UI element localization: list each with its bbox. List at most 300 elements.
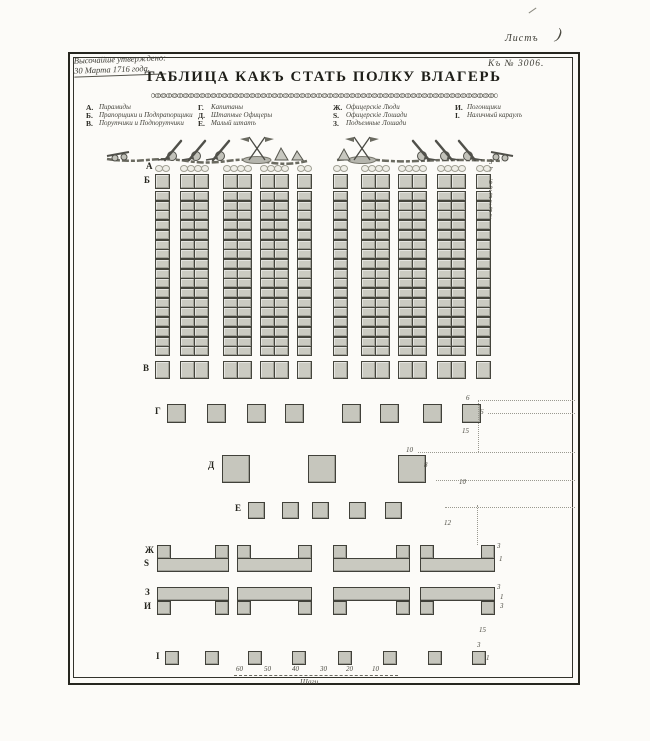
cannon-icons-right — [413, 141, 482, 161]
tent — [437, 249, 452, 259]
staff-officers-row-square — [308, 455, 336, 483]
tent — [237, 210, 252, 220]
tent — [476, 269, 491, 279]
measurement-number: 1 — [486, 654, 490, 662]
tent — [223, 259, 238, 269]
tent — [437, 278, 452, 288]
row-letter-I: I — [156, 651, 160, 661]
tent — [398, 288, 413, 298]
tent — [274, 174, 289, 189]
tent — [297, 201, 312, 211]
pyramid-circle — [419, 165, 427, 172]
tent — [375, 278, 390, 288]
tent — [223, 174, 238, 189]
guide-line — [445, 507, 575, 508]
tent — [223, 288, 238, 298]
tent — [237, 337, 252, 347]
tent — [180, 220, 195, 230]
tent — [451, 210, 466, 220]
tent — [194, 210, 209, 220]
tent — [333, 249, 348, 259]
tent — [237, 201, 252, 211]
row-letter-Е: Е — [235, 503, 242, 513]
tent — [398, 259, 413, 269]
legend-label-3-1: Наличный караулъ — [467, 111, 523, 119]
legend-label-2-2: Подъемные Лошади — [346, 119, 407, 127]
tent — [297, 361, 312, 379]
tent — [155, 269, 170, 279]
pen-mark — [529, 8, 537, 14]
legend-key-S: S. — [333, 111, 340, 120]
scale-number: 10 — [372, 665, 379, 673]
tent — [333, 278, 348, 288]
tent — [237, 240, 252, 250]
tent — [180, 174, 195, 189]
guard-row-square — [165, 651, 179, 665]
tent — [333, 240, 348, 250]
guide-line — [418, 452, 575, 453]
staff-officers-row-square — [222, 455, 250, 483]
tent — [274, 191, 289, 201]
tent — [155, 361, 170, 379]
tent — [476, 249, 491, 259]
tent — [437, 240, 452, 250]
tent — [451, 307, 466, 317]
legend-label-1-0: Капитаны — [211, 103, 244, 111]
tent — [476, 230, 491, 240]
measurement-number: 1 — [500, 593, 504, 601]
tent — [180, 210, 195, 220]
pyramid-circle — [162, 165, 170, 172]
approval-line-1: Высочайше утверждено: — [73, 52, 167, 66]
tent — [398, 337, 413, 347]
tent — [361, 361, 376, 379]
tent — [180, 337, 195, 347]
legend-key-З: З. — [333, 119, 339, 128]
tent — [412, 307, 427, 317]
crossed-flags-icon-right — [338, 137, 379, 164]
tent — [297, 288, 312, 298]
officer-horses-bar — [237, 558, 312, 572]
servants-square — [237, 545, 251, 559]
tent — [451, 317, 466, 327]
tent — [155, 317, 170, 327]
servants-square — [481, 545, 495, 559]
legend-key-А: А. — [86, 103, 94, 112]
tent — [361, 191, 376, 201]
tent — [361, 337, 376, 347]
tent — [476, 288, 491, 298]
tent — [194, 269, 209, 279]
tent — [398, 317, 413, 327]
tent — [333, 230, 348, 240]
tent — [297, 278, 312, 288]
tent — [375, 269, 390, 279]
legend-key-Б: Б. — [86, 111, 93, 120]
row-letter-В: В — [143, 363, 150, 373]
tent — [412, 191, 427, 201]
tent — [398, 269, 413, 279]
tent — [375, 210, 390, 220]
guard-row-square — [472, 651, 486, 665]
tent — [180, 230, 195, 240]
tent — [155, 240, 170, 250]
tent — [437, 201, 452, 211]
tent — [274, 361, 289, 379]
drivers-square — [157, 601, 171, 615]
tent — [194, 346, 209, 356]
tent — [412, 249, 427, 259]
tent — [375, 201, 390, 211]
tent — [451, 174, 466, 189]
tent — [237, 346, 252, 356]
tent — [333, 201, 348, 211]
tent — [412, 337, 427, 347]
tent — [361, 240, 376, 250]
guard-row-square — [383, 651, 397, 665]
tent — [155, 220, 170, 230]
servants-square — [420, 545, 434, 559]
drivers-square — [420, 601, 434, 615]
row-letter-И: И — [144, 601, 152, 611]
pack-horses-bar — [157, 587, 229, 601]
tent — [274, 230, 289, 240]
tent — [333, 269, 348, 279]
tent — [375, 191, 390, 201]
legend-label-1-1: Штапные Офицеры — [211, 111, 273, 119]
drivers-square — [396, 601, 410, 615]
tent — [223, 249, 238, 259]
tent — [333, 307, 348, 317]
measurement-number: 15 — [462, 427, 469, 435]
tent — [361, 269, 376, 279]
tent — [260, 230, 275, 240]
tent — [297, 230, 312, 240]
tent — [274, 259, 289, 269]
row-letter-Б: Б — [144, 175, 150, 185]
tent — [260, 249, 275, 259]
tent — [476, 220, 491, 230]
tent — [297, 307, 312, 317]
pyramid-circle — [304, 165, 312, 172]
tent — [274, 337, 289, 347]
pyramid-circle — [458, 165, 466, 172]
captains-row-square — [380, 404, 399, 423]
tent — [274, 249, 289, 259]
tent — [237, 174, 252, 189]
tent — [297, 346, 312, 356]
tent — [361, 174, 376, 189]
tent — [155, 249, 170, 259]
tent — [437, 337, 452, 347]
legend-label-2-1: Офицерскіе Лошади — [346, 111, 408, 119]
servants-square — [215, 545, 229, 559]
tent — [398, 174, 413, 189]
officer-horses-bar — [157, 558, 229, 572]
servants-square — [298, 545, 312, 559]
tent — [260, 220, 275, 230]
row-letter-Г: Г — [155, 406, 161, 416]
scale-label: Шаги — [300, 677, 319, 686]
tent — [437, 288, 452, 298]
drivers-square — [237, 601, 251, 615]
small-staff-row-square — [312, 502, 329, 519]
tent — [237, 220, 252, 230]
scale-number: 50 — [264, 665, 271, 673]
legend-label-2-0: Офицерскіе Люди — [346, 103, 400, 111]
drivers-square — [298, 601, 312, 615]
tent — [375, 288, 390, 298]
tent — [437, 259, 452, 269]
captains-row-square — [247, 404, 266, 423]
tent — [223, 327, 238, 337]
tent — [180, 346, 195, 356]
tent — [237, 230, 252, 240]
crossed-flags-icon-left — [240, 137, 274, 164]
legend-key-I: I. — [455, 111, 460, 120]
tent — [260, 327, 275, 337]
tent — [398, 307, 413, 317]
plate-reference-number: Къ № 3006. — [488, 59, 545, 69]
tent — [260, 278, 275, 288]
tent — [451, 259, 466, 269]
tent — [155, 201, 170, 211]
tent — [398, 361, 413, 379]
tent — [476, 259, 491, 269]
tent — [180, 249, 195, 259]
chain-ornament-icon: ∞∞∞∞∞∞∞∞∞∞∞∞∞∞∞∞∞∞∞∞∞∞∞∞∞∞∞∞∞∞∞∞∞∞∞∞∞∞∞∞∞∞∞∞∞∞∞∞∞∞∞∞∞∞∞∞∞∞∞∞∞∞ — [150, 88, 496, 102]
tent — [476, 278, 491, 288]
tent — [333, 191, 348, 201]
tent — [451, 288, 466, 298]
measurement-number: 6 — [489, 178, 493, 186]
tent — [155, 337, 170, 347]
tent — [180, 269, 195, 279]
tent — [194, 361, 209, 379]
measurement-number: 1 — [489, 199, 493, 207]
tent — [260, 307, 275, 317]
legend-key-И: И. — [455, 103, 463, 112]
measurement-number: 3 — [500, 602, 504, 610]
tent — [237, 327, 252, 337]
tent — [375, 174, 390, 189]
small-staff-row-square — [248, 502, 265, 519]
tent — [437, 191, 452, 201]
tent — [375, 240, 390, 250]
tent — [476, 346, 491, 356]
tent — [194, 249, 209, 259]
tent — [361, 346, 376, 356]
tent — [361, 201, 376, 211]
tent — [194, 220, 209, 230]
tent — [437, 230, 452, 240]
servants-square — [396, 545, 410, 559]
tent — [237, 191, 252, 201]
tent — [155, 278, 170, 288]
tent — [180, 240, 195, 250]
pack-horses-bar — [237, 587, 312, 601]
servants-square — [157, 545, 171, 559]
row-letter-А: А — [146, 161, 153, 171]
tent — [361, 288, 376, 298]
measurement-number: 6 — [466, 394, 470, 402]
tent — [223, 230, 238, 240]
row-letter-S: S — [144, 558, 150, 568]
measurement-number: 3 — [497, 542, 501, 550]
tent — [437, 327, 452, 337]
tent — [274, 220, 289, 230]
officer-horses-bar — [333, 558, 410, 572]
measurement-number: 1 — [489, 213, 493, 221]
staff-officers-row-square — [398, 455, 426, 483]
pyramid-circle — [382, 165, 390, 172]
tent — [155, 174, 170, 189]
tent — [398, 210, 413, 220]
tent — [223, 307, 238, 317]
measurement-number: 15 — [479, 626, 486, 634]
scale-number: 40 — [292, 665, 299, 673]
tent — [180, 327, 195, 337]
tent — [223, 269, 238, 279]
tent — [437, 269, 452, 279]
tent — [223, 346, 238, 356]
tent — [155, 210, 170, 220]
tent — [180, 288, 195, 298]
legend-key-Е: Е. — [198, 119, 205, 128]
tent — [180, 201, 195, 211]
measurement-number: 3 — [489, 206, 493, 214]
tent — [437, 346, 452, 356]
tent — [437, 174, 452, 189]
tent — [155, 230, 170, 240]
tent — [194, 191, 209, 201]
tent — [237, 317, 252, 327]
guard-row-square — [205, 651, 219, 665]
tent — [223, 361, 238, 379]
tent — [260, 337, 275, 347]
tent — [398, 346, 413, 356]
tent — [155, 298, 170, 308]
tent — [194, 288, 209, 298]
captains-row-square — [342, 404, 361, 423]
legend-label-0-1: Прапорщики и Подпрапорщики — [99, 111, 193, 119]
tent — [361, 278, 376, 288]
tent — [476, 240, 491, 250]
tent — [451, 361, 466, 379]
tent — [237, 288, 252, 298]
scale-line — [234, 675, 398, 676]
measurement-number: 10 — [459, 478, 466, 486]
tent — [451, 191, 466, 201]
captains-row-square — [207, 404, 226, 423]
legend-key-В: В. — [86, 119, 93, 128]
tent — [375, 337, 390, 347]
tent — [333, 327, 348, 337]
guide-line — [478, 400, 479, 452]
tent-icons-left — [275, 148, 303, 160]
tent — [274, 307, 289, 317]
measurement-number: 3 — [489, 158, 493, 166]
tent — [274, 317, 289, 327]
measurement-number: 3 — [477, 641, 481, 649]
tent — [260, 210, 275, 220]
tent — [260, 174, 275, 189]
small-staff-row-square — [349, 502, 366, 519]
tent — [412, 298, 427, 308]
tent — [274, 210, 289, 220]
guard-row-square — [292, 651, 306, 665]
guard-row-square — [248, 651, 262, 665]
tent — [437, 317, 452, 327]
tent — [260, 288, 275, 298]
tent — [476, 298, 491, 308]
tent — [223, 210, 238, 220]
tent — [260, 191, 275, 201]
guide-line — [477, 505, 478, 545]
tent — [375, 230, 390, 240]
measurement-number: 2 — [489, 185, 493, 193]
tent — [451, 240, 466, 250]
tent — [412, 288, 427, 298]
tent — [476, 327, 491, 337]
pyramid-circle — [244, 165, 252, 172]
row-letter-Д: Д — [208, 460, 215, 470]
tent — [297, 174, 312, 189]
captains-row-square — [285, 404, 304, 423]
tent — [375, 317, 390, 327]
drivers-square — [215, 601, 229, 615]
tent — [223, 337, 238, 347]
tent — [274, 327, 289, 337]
tent — [375, 307, 390, 317]
measurement-number: 1 — [499, 555, 503, 563]
tent — [412, 327, 427, 337]
tent — [237, 298, 252, 308]
plate-title: ТАБЛИЦА КАКЪ СТАТЬ ПОЛКУ ВЛАГЕРЬ — [144, 69, 502, 85]
tent — [333, 298, 348, 308]
tent — [223, 220, 238, 230]
tent — [333, 220, 348, 230]
tent — [155, 327, 170, 337]
tent — [412, 230, 427, 240]
tent — [223, 191, 238, 201]
tent — [451, 230, 466, 240]
legend-key-Д: Д. — [198, 111, 206, 120]
tent — [412, 174, 427, 189]
small-staff-row-square — [385, 502, 402, 519]
guard-row-square — [338, 651, 352, 665]
pyramid-circle — [281, 165, 289, 172]
tent — [297, 220, 312, 230]
tent — [375, 220, 390, 230]
tent — [333, 337, 348, 347]
tent — [333, 361, 348, 379]
captains-row-square — [423, 404, 442, 423]
tent — [155, 346, 170, 356]
tent — [375, 298, 390, 308]
tent — [155, 288, 170, 298]
legend-key-Ж: Ж. — [333, 103, 343, 112]
tent — [260, 361, 275, 379]
tent — [437, 210, 452, 220]
tent — [361, 317, 376, 327]
tent — [194, 327, 209, 337]
tent — [412, 346, 427, 356]
scale-number: 60 — [236, 665, 243, 673]
guide-line — [436, 480, 575, 481]
tent — [398, 220, 413, 230]
measurement-number: 7 — [489, 166, 493, 174]
